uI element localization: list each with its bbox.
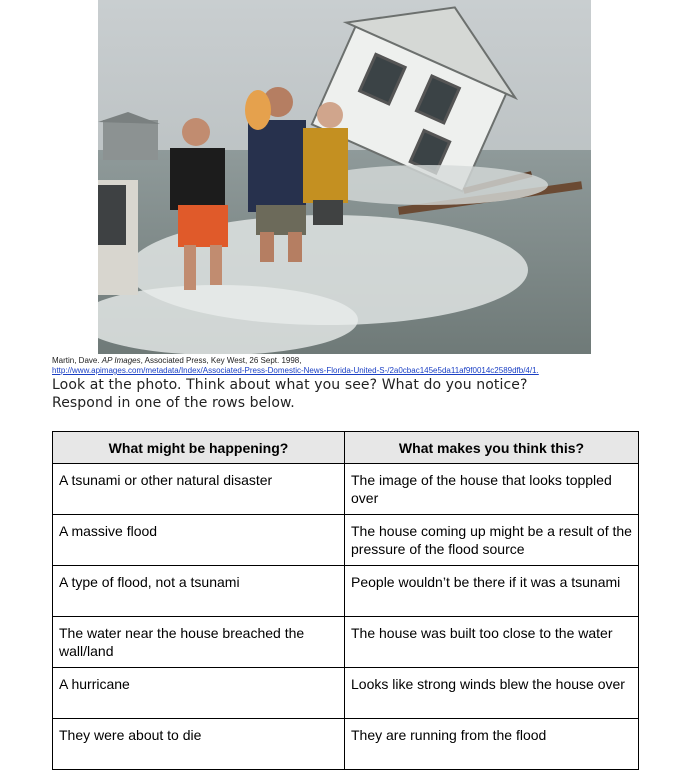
citation-link[interactable]: http://www.apimages.com/metadata/Index/Associated-Press-Domestic-News-Florida-United-S-/2a0cbac145e5da11af9f0014c2589dfb/4/1. xyxy=(52,366,539,375)
citation-text: Martin, Dave. xyxy=(52,356,102,365)
table-row xyxy=(53,668,639,719)
table-cell[interactable]: The house coming up might be a result of the pressure of the flood source xyxy=(345,515,639,566)
instructions-line-1: Look at the photo. Think about what you see? What do you notice? xyxy=(52,377,528,393)
instructions-line-2: Respond in one of the rows below. xyxy=(52,394,295,411)
table-cell[interactable]: A type of flood, not a tsunami xyxy=(53,566,345,617)
column-header: What makes you think this? xyxy=(345,432,639,464)
table-cell[interactable]: People wouldn’t be there if it was a tsunami xyxy=(345,566,639,617)
table-cell[interactable]: They were about to die xyxy=(53,719,345,770)
table-cell[interactable]: A massive flood xyxy=(53,515,345,566)
response-table xyxy=(52,431,639,770)
table-cell[interactable]: The image of the house that looks toppled over xyxy=(345,464,639,515)
photo-citation xyxy=(52,356,539,376)
table-row xyxy=(53,719,639,770)
citation-details: , Associated Press, Key West, 26 Sept. 1998, xyxy=(140,356,302,365)
table-cell[interactable]: A tsunami or other natural disaster xyxy=(53,464,345,515)
table-cell[interactable]: Looks like strong winds blew the house over xyxy=(345,668,639,719)
hurricane-photo xyxy=(98,0,591,354)
table-cell[interactable]: They are running from the flood xyxy=(345,719,639,770)
table-cell[interactable]: The water near the house breached the wall/land xyxy=(53,617,345,668)
column-header: What might be happening? xyxy=(53,432,345,464)
table-row xyxy=(53,464,639,515)
citation-source: AP Images xyxy=(101,356,141,365)
table-cell[interactable]: The house was built too close to the water xyxy=(345,617,639,668)
table-row xyxy=(53,617,639,668)
instructions xyxy=(52,377,652,412)
table-row xyxy=(53,515,639,566)
table-cell[interactable]: A hurricane xyxy=(53,668,345,719)
table-row xyxy=(53,566,639,617)
table-header-row xyxy=(53,432,639,464)
